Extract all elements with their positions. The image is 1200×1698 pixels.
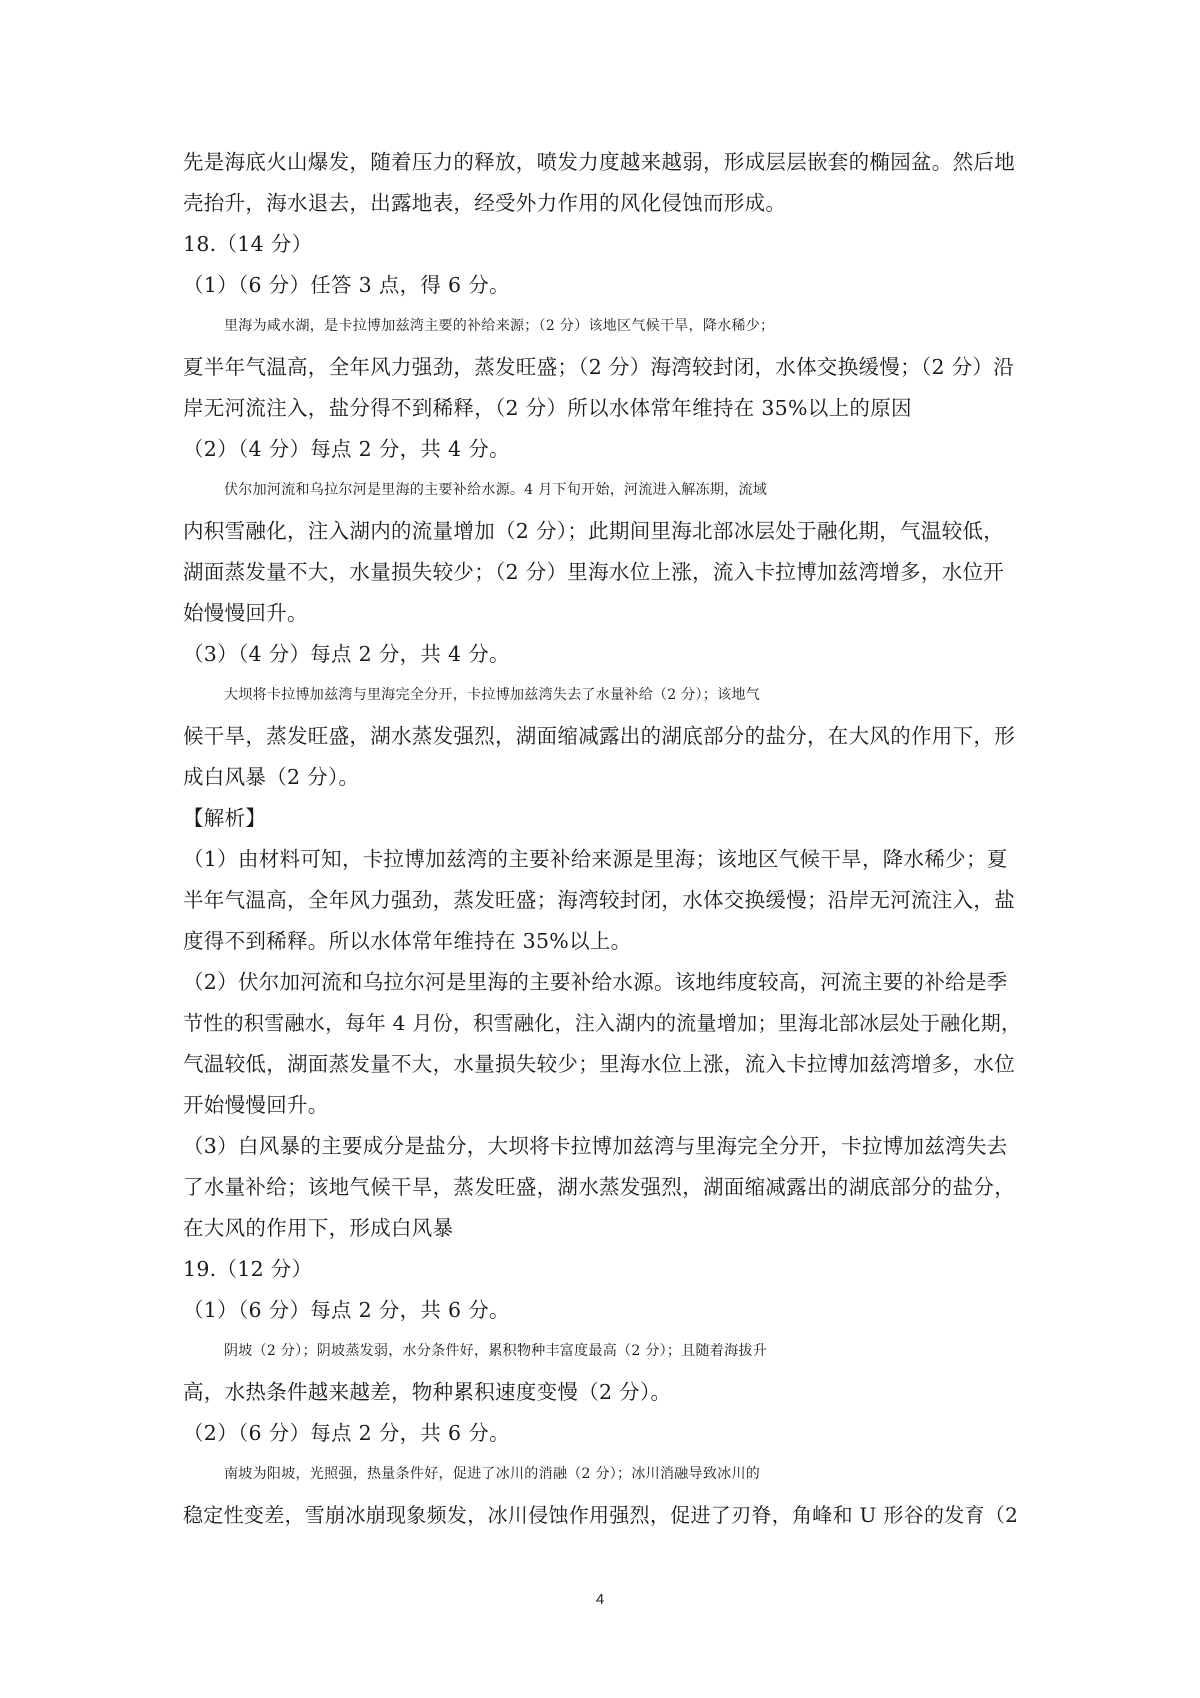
text-line: 夏半年气温高，全年风力强劲，蒸发旺盛；（2 分）海湾较封闭，水体交换缓慢；（2 分）沿 bbox=[183, 355, 1015, 379]
text-line: 18.（14 分） bbox=[183, 232, 313, 256]
text-line: 气温较低，湖面蒸发量不大，水量损失较少；里海水位上涨，流入卡拉博加兹湾增多，水位 bbox=[183, 1052, 1015, 1076]
text-line: 伏尔加河流和乌拉尔河是里海的主要补给水源。4 月下旬开始，河流进入解冻期，流域 bbox=[224, 482, 768, 498]
text-line: （2）伏尔加河流和乌拉尔河是里海的主要补给水源。该地纬度较高，河流主要的补给是季 bbox=[183, 970, 1008, 994]
text-line: 南坡为阳坡，光照强，热量条件好，促进了冰川的消融（2 分）；冰川消融导致冰川的 bbox=[224, 1466, 761, 1482]
text-line: 高，水热条件越来越差，物种累积速度变慢（2 分）。 bbox=[183, 1380, 672, 1404]
text-line: 度得不到稀释。所以水体常年维持在 35%以上。 bbox=[183, 929, 632, 953]
text-line: （3）（4 分）每点 2 分，共 4 分。 bbox=[183, 642, 510, 666]
text-line: 岸无河流注入，盐分得不到稀释，（2 分）所以水体常年维持在 35%以上的原因 bbox=[183, 396, 912, 420]
text-line: 先是海底火山爆发，随着压力的释放，喷发力度越来越弱，形成层层嵌套的椭园盆。然后地 bbox=[183, 150, 1015, 174]
text-line: 始慢慢回升。 bbox=[183, 601, 308, 625]
text-line: （1）由材料可知，卡拉博加兹湾的主要补给来源是里海；该地区气候干旱，降水稀少；夏 bbox=[183, 847, 1008, 871]
text-line: 候干旱，蒸发旺盛，湖水蒸发强烈，湖面缩减露出的湖底部分的盐分，在大风的作用下，形 bbox=[183, 724, 1015, 748]
text-line: 【解析】 bbox=[183, 806, 267, 830]
text-line: 壳抬升，海水退去，出露地表，经受外力作用的风化侵蚀而形成。 bbox=[183, 191, 787, 215]
text-line: 里海为咸水湖，是卡拉博加兹湾主要的补给来源；（2 分）该地区气候干旱，降水稀少； bbox=[224, 318, 775, 334]
text-line: 大坝将卡拉博加兹湾与里海完全分开，卡拉博加兹湾失去了水量补给（2 分）；该地气 bbox=[224, 687, 761, 703]
text-line: 节性的积雪融水，每年 4 月份，积雪融化，注入湖内的流量增加；里海北部冰层处于融化期， bbox=[183, 1011, 1022, 1035]
page-number: 4 bbox=[595, 1591, 605, 1608]
text-line: 了水量补给；该地气候干旱，蒸发旺盛，湖水蒸发强烈，湖面缩减露出的湖底部分的盐分， bbox=[183, 1175, 1015, 1199]
text-line: 开始慢慢回升。 bbox=[183, 1093, 329, 1117]
text-line: （1）（6 分）任答 3 点，得 6 分。 bbox=[183, 273, 510, 297]
text-line: 阴坡（2 分）；阴坡蒸发弱，水分条件好，累积物种丰富度最高（2 分）；且随着海拔升 bbox=[224, 1343, 768, 1359]
text-line: 稳定性变差，雪崩冰崩现象频发，冰川侵蚀作用强烈，促进了刃脊，角峰和 U 形谷的发育（2 bbox=[183, 1503, 1019, 1527]
text-line: 湖面蒸发量不大，水量损失较少；（2 分）里海水位上涨，流入卡拉博加兹湾增多，水位开 bbox=[183, 560, 1005, 584]
text-line: 半年气温高，全年风力强劲，蒸发旺盛；海湾较封闭，水体交换缓慢；沿岸无河流注入，盐 bbox=[183, 888, 1015, 912]
text-line: 在大风的作用下，形成白风暴 bbox=[183, 1216, 454, 1240]
text-line: （2）（6 分）每点 2 分，共 6 分。 bbox=[183, 1421, 510, 1445]
text-line: 内积雪融化，注入湖内的流量增加（2 分）；此期间里海北部冰层处于融化期，气温较低， bbox=[183, 519, 1005, 543]
text-line: 19.（12 分） bbox=[183, 1257, 313, 1281]
text-line: （3）白风暴的主要成分是盐分，大坝将卡拉博加兹湾与里海完全分开，卡拉博加兹湾失去 bbox=[183, 1134, 1008, 1158]
text-line: （1）（6 分）每点 2 分，共 6 分。 bbox=[183, 1298, 510, 1322]
text-line: （2）（4 分）每点 2 分，共 4 分。 bbox=[183, 437, 510, 461]
text-line: 成白风暴（2 分）。 bbox=[183, 765, 360, 789]
document-body bbox=[183, 142, 1023, 1536]
